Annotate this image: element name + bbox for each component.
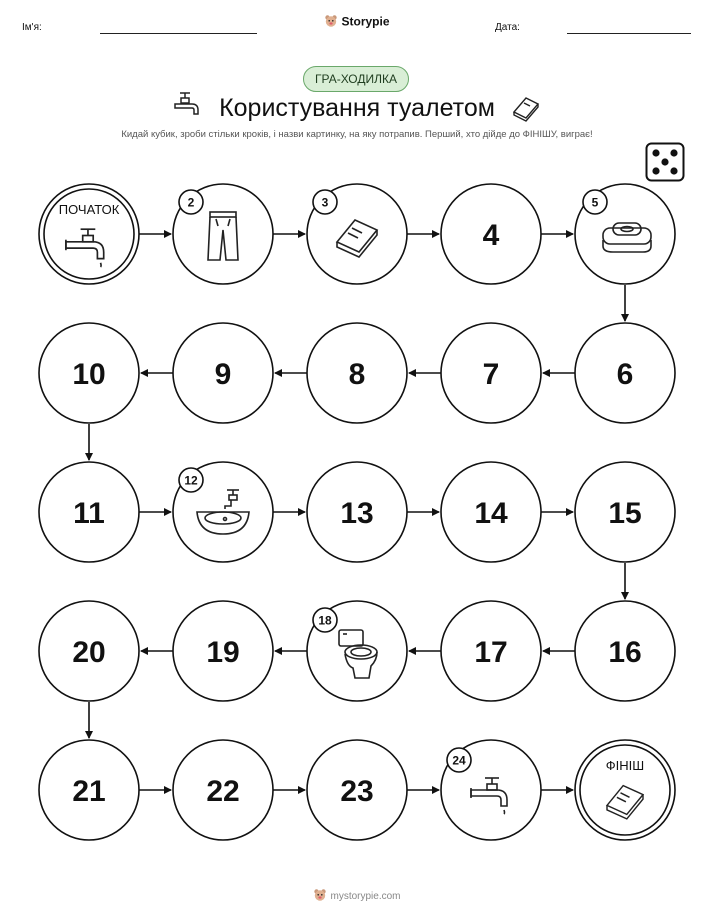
cell-number: 6 [616,358,634,391]
page-title: Користування туалетом [219,94,495,122]
cell-16[interactable] [575,601,675,701]
cell-15[interactable] [575,462,675,562]
cell-number-badge: 3 [321,195,329,210]
cell-19[interactable] [173,601,273,701]
cell-number-badge: 5 [591,195,599,210]
cell-number: 20 [72,636,106,669]
cell-18[interactable] [307,601,407,701]
cell-number: 16 [608,636,642,669]
cell-number: 17 [474,636,508,669]
cell-number: 15 [608,497,642,530]
cell-number: 4 [482,219,500,252]
cell-number: 23 [340,775,374,808]
cell-4[interactable] [441,184,541,284]
cell-13[interactable] [307,462,407,562]
cell-finish[interactable] [575,740,675,840]
footer-url[interactable]: mystorypie.com [330,891,401,903]
cell-number: 8 [348,358,366,391]
cell-number-badge: 12 [184,473,198,488]
bear-logo-icon [313,888,327,905]
cell-22[interactable] [173,740,273,840]
cell-20[interactable] [39,601,139,701]
date-label: Дата: [495,22,520,33]
start-label: ПОЧАТОК [58,202,120,217]
cell-11[interactable] [39,462,139,562]
cell-6[interactable] [575,323,675,423]
cell-17[interactable] [441,601,541,701]
cell-number: 9 [214,358,232,391]
cell-2[interactable] [173,184,273,284]
cell-number: 13 [340,497,374,530]
cell-number-badge: 24 [452,753,466,768]
brand-name: Storypie [341,14,390,29]
finish-label: ФІНІШ [605,758,645,773]
cell-5[interactable] [575,184,675,284]
cell-14[interactable] [441,462,541,562]
cell-number: 21 [72,775,106,808]
cell-10[interactable] [39,323,139,423]
footer [0,888,714,905]
cell-number: 11 [73,497,105,530]
cell-number-badge: 2 [187,195,195,210]
cell-3[interactable] [307,184,407,284]
cell-12[interactable] [173,462,273,562]
cell-8[interactable] [307,323,407,423]
name-label: Ім'я: [22,22,42,33]
cell-24[interactable] [441,740,541,840]
cell-number: 10 [72,358,106,391]
game-type-badge: ГРА-ХОДИЛКА [303,66,409,92]
cell-number-badge: 18 [318,613,332,628]
cell-number: 22 [206,775,240,808]
cell-start[interactable] [39,184,139,284]
cell-number: 19 [206,636,240,669]
cell-number: 14 [474,497,508,530]
cell-7[interactable] [441,323,541,423]
instructions: Кидай кубик, зроби стільки кроків, і назви картинку, на яку потрапив. Перший, хто дійде до ФІНІШУ, виграє! [121,129,593,140]
cell-21[interactable] [39,740,139,840]
cell-number: 7 [482,358,500,391]
cell-23[interactable] [307,740,407,840]
cell-9[interactable] [173,323,273,423]
